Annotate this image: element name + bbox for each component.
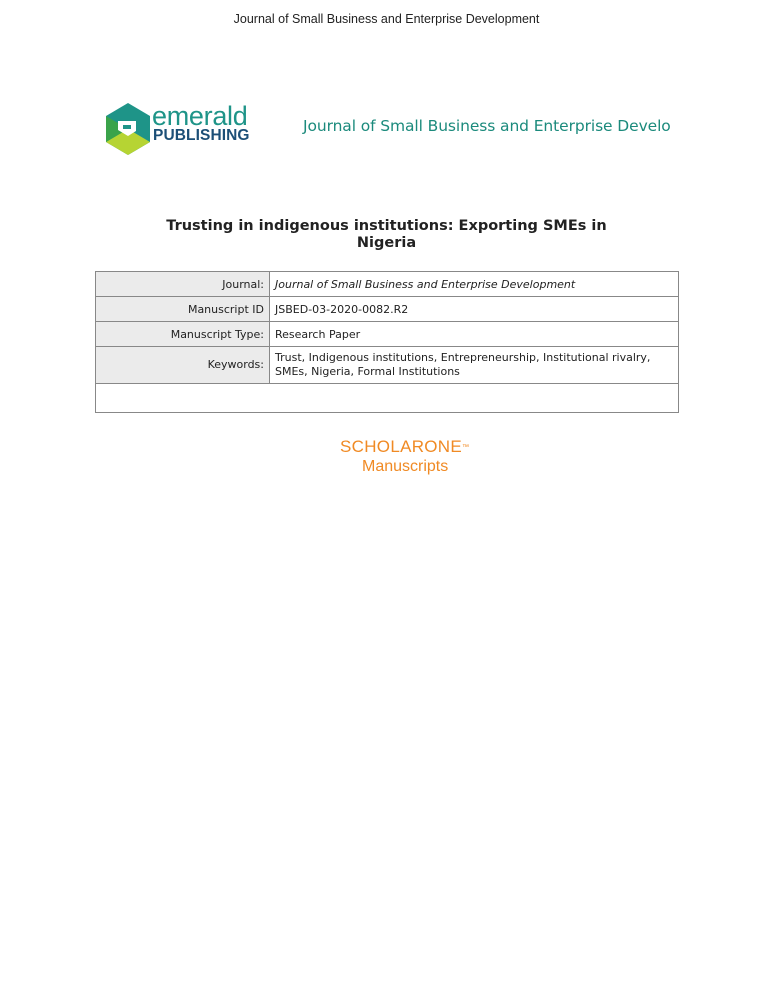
- scholarone-logo: [340, 437, 469, 477]
- manuscript-id-label: Manuscript ID: [96, 297, 270, 322]
- running-header: Journal of Small Business and Enterprise Development: [233, 12, 540, 26]
- trademark-symbol: ™: [462, 444, 470, 451]
- keywords-value: Trust, Indigenous institutions, Entrepreneurship, Institutional rivalry, SMEs, Nigeria, Formal Institutions: [270, 347, 679, 384]
- table-row: [96, 272, 679, 297]
- journal-banner: Journal of Small Business and Enterprise Develo: [303, 117, 671, 135]
- logo-subtitle: PUBLISHING: [153, 127, 250, 144]
- journal-value: Journal of Small Business and Enterprise Development: [270, 272, 679, 297]
- journal-label: Journal:: [96, 272, 270, 297]
- table-row-empty: [96, 384, 679, 413]
- table-row: [96, 297, 679, 322]
- paper-title: Trusting in indigenous institutions: Exporting SMEs in Nigeria: [166, 218, 607, 251]
- scholarone-manuscripts: Manuscripts: [362, 458, 449, 475]
- empty-cell: [96, 384, 679, 413]
- manuscript-metadata-table: [95, 271, 679, 413]
- manuscript-type-label: Manuscript Type:: [96, 322, 270, 347]
- emerald-e-icon: [106, 103, 150, 155]
- scholarone-wordmark: SCHOLARONE: [340, 437, 463, 456]
- table-row: [96, 347, 679, 384]
- keywords-label: Keywords:: [96, 347, 270, 384]
- table-row: [96, 322, 679, 347]
- logo-word: emerald: [152, 101, 248, 131]
- emerald-publishing-logo: [106, 103, 256, 157]
- manuscript-type-value: Research Paper: [270, 322, 679, 347]
- manuscript-id-value: JSBED-03-2020-0082.R2: [270, 297, 679, 322]
